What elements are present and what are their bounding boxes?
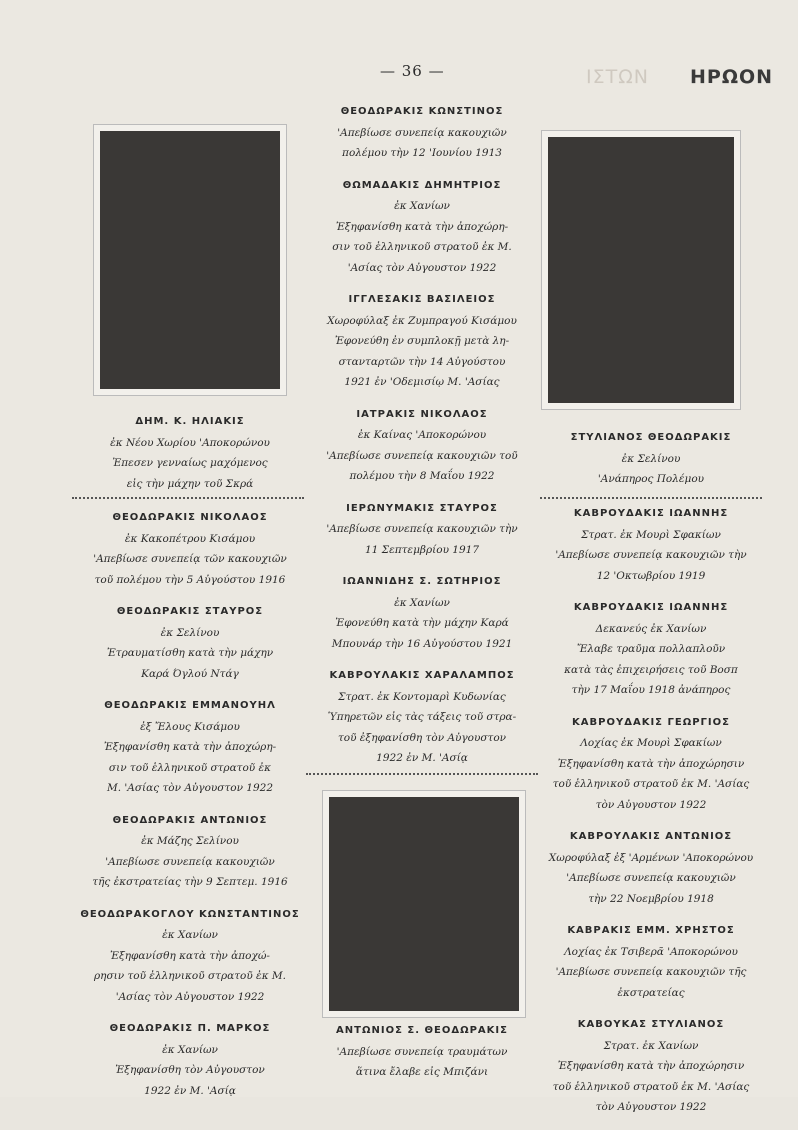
entry-line: Ἐφονεύθη ἐν συμπλοκῇ μετὰ λη- [334,335,510,347]
entry-line: Ἐξηφανίσθη κατὰ τὴν ἀποχώρησιν [557,1060,745,1072]
entry-line: 1922 ἐν Μ. 'Ασίᾳ [376,752,468,764]
entry-line: Στρατ. ἐκ Χανίων [603,1039,699,1052]
entry-line: Ἐξηφανίσθη κατὰ τὴν ἀποχώ- [110,949,270,962]
portrait-image [329,797,519,1011]
entry-line: σιν τοῦ ἑλληνικοῦ στρατοῦ ἐκ [108,761,272,774]
entry-line: 'Απεβίωσε συνεπείᾳ κακουχιῶν τὴν [326,523,518,535]
entry-line: Μπουνάρ τὴν 16 Αὐγούστου 1921 [331,637,513,650]
entry-line: ἐκστρατείας [617,986,685,999]
entry-name: ΘΩΜΑΔΑΚΙΣ ΔΗΜΗΤΡΙΟΣ [342,179,502,191]
entry-line: Ὑπηρετῶν εἰς τὰς τάξεις τοῦ στρα- [327,711,517,723]
entry-line: Χωροφύλαξ ἐξ 'Αρμένων 'Αποκορώνου [548,851,754,864]
portrait-image [100,131,280,389]
entry-name: ΙΓΓΛΕΣΑΚΙΣ ΒΑΣΙΛΕΙΟΣ [348,294,496,305]
entry-line: ἐκ Μάζης Σελίνου [141,835,239,847]
entry-line: 'Απεβίωσε συνεπείᾳ τραυμάτων [336,1045,508,1058]
entry-line: 'Απεβίωσε συνεπείᾳ τῶν κακουχιῶν [93,553,287,565]
entry-line: Λοχίας ἐκ Τσιβερᾶ 'Αποκορώνου [564,945,738,958]
entry-name: ΚΑΒΟΥΚΑΣ ΣΤΥΛΙΑΝΟΣ [577,1019,725,1030]
entry [76,696,304,799]
entry-line: 'Ασίας τὸν Αὐγουστον 1922 [347,261,497,274]
entry-name: ΚΑΒΡΟΥΛΑΚΙΣ ΧΑΡΑΛΑΜΠΟΣ [329,670,515,681]
entry-line: σιν τοῦ ἑλληνικοῦ στρατοῦ ἐκ Μ. [332,241,512,253]
entry [540,598,762,701]
entry-line: τοῦ ἐξηφανίσθη τὸν Αὐγουστον [337,731,507,744]
entry-line: πολέμου τὴν 12 'Ιουνίου 1913 [342,147,502,159]
entry-line: Στρατ. ἐκ Μουρὶ Σφακίων [581,528,721,541]
entry-name: ΘΕΟΔΩΡΑΚΙΣ ΝΙΚΟΛΑΟΣ [112,512,268,523]
entry-name: ΘΕΟΔΩΡΑΚΟΓΛΟΥ ΚΩΝΣΤΑΝΤΙΝΟΣ [80,908,300,920]
entry-line: κατὰ τὰς ἐπιχειρήσεις τοῦ Βοσπ [564,663,738,676]
entry-line: ἐξ Ἔλους Κισάμου [140,720,240,733]
entry [306,102,538,164]
entry-line: 'Απεβίωσε συνεπείᾳ κακουχιῶν [566,872,736,884]
entry-line: 'Απεβίωσε συνεπείᾳ κακουχιῶν τοῦ [326,449,518,462]
entry-line: ἐκ Νέου Χωρίου 'Αποκορώνου [110,436,270,449]
entry [76,412,304,494]
entry-name: ΘΕΟΔΩΡΑΚΙΣ ΚΩΝΣΤΙΝΟΣ [340,106,504,117]
caption-stylianos [540,428,762,502]
column-right [540,504,762,1130]
entry-line: ἐκ Χανίων [394,200,450,212]
page-number: — 36 — [380,62,445,80]
entry-line: τὴν 22 Νοεμβρίου 1918 [588,892,714,905]
entry-line: 'Απεβίωσε συνεπείᾳ κακουχιῶν τῆς [555,966,747,978]
entry-line: 'Απεβίωσε συνεπείᾳ κακουχιῶν [105,855,275,868]
portrait-photo-antonios [322,790,526,1018]
entry [306,572,538,654]
entry-line: 'Απεβίωσε συνεπείᾳ κακουχιῶν [337,126,507,139]
entry-line: ἐκ Κακοπέτρου Κισάμου [124,532,256,545]
entry-line: Δεκανεύς ἐκ Χανίων [595,622,707,635]
entry-line: στανταρτῶν τὴν 14 Αὐγούστου [338,355,506,368]
portrait-photo-stylianos [541,130,741,410]
entry-line: Ἐξηφανίσθη κατὰ τὴν ἀποχώρη- [335,220,509,233]
entry [306,499,538,561]
entry-line: 1922 ἐν Μ. 'Ασίᾳ [144,1084,236,1097]
entry-name: ΔΗΜ. Κ. ΗΛΙΑΚΙΣ [135,416,245,427]
entry-line: 11 Σεπτεμβρίου 1917 [364,543,480,556]
entry-line: Ἐξηφανίσθη κατὰ τὴν ἀποχώρη- [103,741,277,753]
entry-line: Ἐξηφανίσθη κατὰ τὴν ἀποχώρησιν [557,757,745,770]
entry-line: ἐκ Σελίνου [160,626,220,639]
entry-line: Στρατ. ἐκ Κοντομαρὶ Κυδωνίας [338,690,506,703]
entry-line: ρησιν τοῦ ἑλληνικοῦ στρατοῦ ἐκ Μ. [93,970,287,982]
entry-name: ΘΕΟΔΩΡΑΚΙΣ ΑΝΤΩΝΙΟΣ [112,814,268,826]
entry [306,290,538,393]
entry-name: ΙΕΡΩΝΥΜΑΚΙΣ ΣΤΑΥΡΟΣ [346,502,498,514]
entry-name: ΚΑΒΡΟΥΛΑΚΙΣ ΑΝΤΩΝΙΟΣ [569,831,733,842]
entry [306,666,538,769]
portrait-image [548,137,734,403]
entry-line: τῆς ἐκστρατείας τὴν 9 Σεπτεμ. 1916 [92,876,288,888]
entry-line: ἐκ Χανίων [162,929,218,941]
entry-line: Λοχίας ἐκ Μουρὶ Σφακίων [580,737,722,749]
entry-line: εἰς τὴν μάχην τοῦ Σκρά [126,477,254,490]
entry-line: τὴν 17 Μαΐου 1918 ἀνάπηρος [571,684,731,696]
entry-line: Ἐπεσεν γενναίως μαχόμενος [112,457,268,469]
entry-name: ΙΑΤΡΑΚΙΣ ΝΙΚΟΛΑΟΣ [356,408,488,420]
entry [76,1019,304,1101]
column-left [76,412,304,1113]
entry-name: ΚΑΒΡΟΥΔΑΚΙΣ ΙΩΑΝΝΗΣ [573,508,729,519]
bleed-through-text: ΙΣΤΩΝ [586,66,649,88]
column-middle [306,102,538,781]
entry [306,405,538,487]
entry [76,602,304,684]
entry-line: Ἐξηφανίσθη τὸν Αὐγουστον [115,1064,265,1076]
entry-name: ΘΕΟΔΩΡΑΚΙΣ ΕΜΜΑΝΟΥΗΛ [104,700,276,711]
entry-line: 'Ασίας τὸν Αὐγουστον 1922 [115,990,265,1003]
entry-line: Μ. 'Ασίας τὸν Αὐγουστον 1922 [106,782,274,794]
entry-line: Ἔλαβε τραῦμα πολλαπλοῦν [576,643,726,655]
entry [540,1015,762,1118]
entry [540,713,762,816]
entry-line: ἐκ Καίνας 'Αποκορώνου [357,429,487,441]
entry-name: ΚΑΒΡΑΚΙΣ ΕΜΜ. ΧΡΗΣΤΟΣ [567,925,735,936]
entry [540,921,762,1003]
caption-antonios [306,1021,538,1095]
entry-line: τοῦ ἑλληνικοῦ στρατοῦ ἐκ Μ. 'Ασίας [552,778,750,790]
portrait-photo-ilakis [93,124,287,396]
entry [540,504,762,586]
entry [540,827,762,909]
entry-name: ΣΤΥΛΙΑΝΟΣ ΘΕΟΔΩΡΑΚΙΣ [570,432,732,443]
entry-line: τοῦ πολέμου τὴν 5 Αὐγούστου 1916 [94,573,286,586]
entry-line: ἐκ Χανίων [394,596,450,609]
entry-name: ΘΕΟΔΩΡΑΚΙΣ Π. ΜΑΡΚΟΣ [109,1023,271,1034]
entry-line: Ἐφονεύθη κατὰ τὴν μάχην Καρά [335,617,509,629]
entry-line: Ἐτραυματίσθη κατὰ τὴν μάχην [106,647,274,659]
entry-line: πολέμου τὴν 8 Μαΐου 1922 [349,470,495,482]
entry [306,1021,538,1083]
entry-line: τὸν Αὐγουστον 1922 [595,1101,707,1113]
entry-line: 1921 ἐν 'Οδεμισίῳ Μ. 'Ασίας [344,376,500,388]
entry-line: τοῦ ἑλληνικοῦ στρατοῦ ἐκ Μ. 'Ασίας [552,1080,750,1093]
entry-line: 12 'Οκτωβρίου 1919 [596,569,706,582]
entry-line: 'Ανάπηρος Πολέμου [597,473,705,485]
entry-name: ΚΑΒΡΟΥΔΑΚΙΣ ΙΩΑΝΝΗΣ [573,602,729,613]
page-title: ΗΡΩΟΝ [690,66,774,88]
entry-line: 'Απεβίωσε συνεπείᾳ κακουχιῶν τὴν [555,549,747,561]
entry-line: τὸν Αὐγουστον 1922 [595,798,707,811]
entry-name: ΘΕΟΔΩΡΑΚΙΣ ΣΤΑΥΡΟΣ [116,606,264,617]
entry [76,811,304,893]
entry-line: ἐκ Σελίνου [621,452,681,465]
entry [76,508,304,590]
entry [76,905,304,1008]
entry-name: ΚΑΒΡΟΥΔΑΚΙΣ ΓΕΩΡΓΙΟΣ [572,716,730,728]
entry [306,176,538,279]
entry-line: ἅτινα ἔλαβε εἰς Μπιζάνι [355,1066,489,1078]
entry-name: ΑΝΤΩΝΙΟΣ Σ. ΘΕΟΔΩΡΑΚΙΣ [336,1025,508,1036]
entry-name: ΙΩΑΝΝΙΔΗΣ Σ. ΣΩΤΗΡΙΟΣ [342,576,502,587]
entry-line: Καρά Όγλού Ντάγ [141,667,239,680]
entry [540,428,762,490]
entry-line: ἐκ Χανίων [162,1043,218,1056]
entry-line: Χωροφύλαξ ἐκ Ζυμπραγού Κισάμου [327,314,517,327]
